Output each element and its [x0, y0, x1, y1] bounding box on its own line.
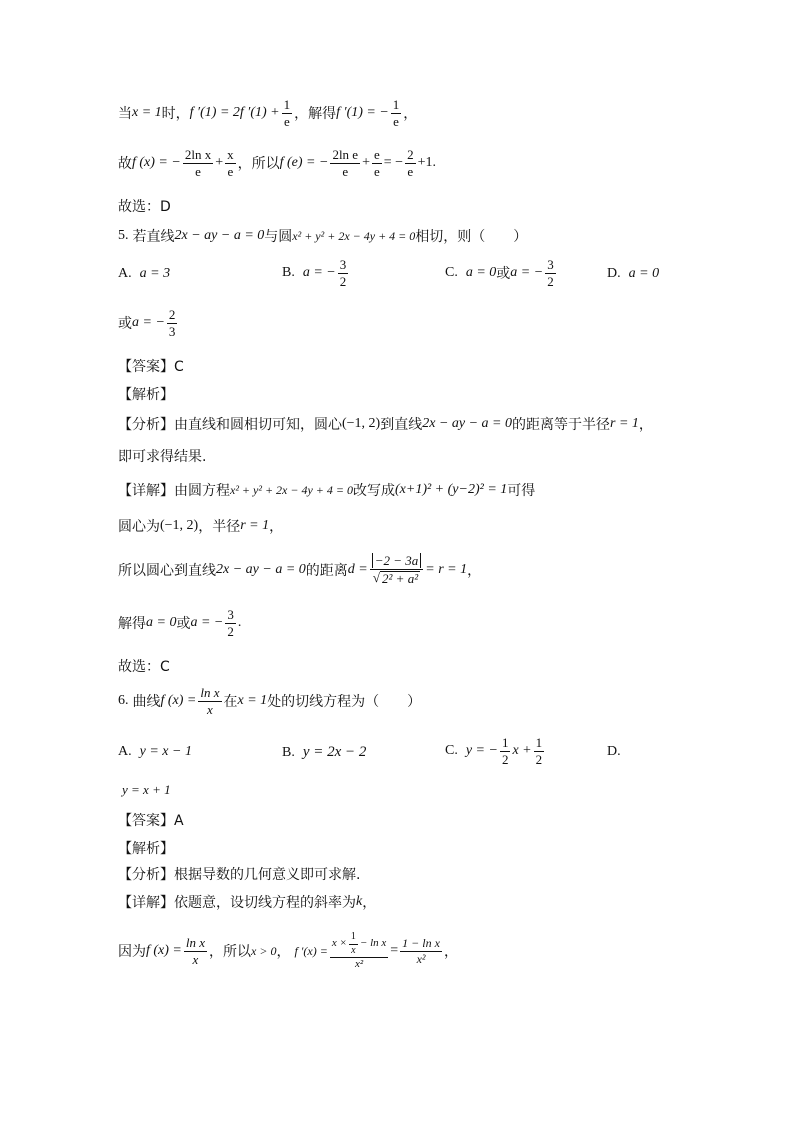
option-a[interactable]: A. a = 3 — [118, 266, 171, 281]
option-d[interactable]: D. a = 0 — [607, 266, 660, 281]
choice-line: 故选：D — [118, 199, 171, 215]
derivative-fraction: x × $\frac{1}{x}$ − ln x x² — [331, 931, 387, 970]
option-d-continuation: y = x + 1 — [122, 782, 171, 797]
option-b[interactable]: B. a = − $\frac{3}{2}$ — [282, 257, 347, 289]
detail-line-4: 解得 a = 0 或 a = − $\frac{3}{2}$ . — [118, 607, 242, 639]
option-a[interactable]: A. y = x − 1 — [118, 744, 192, 759]
fraction: $\frac{1}{e}$ — [283, 97, 291, 129]
fraction: $\frac{e}{e}$ — [373, 147, 380, 179]
analysis-line-2: 即可求得结果. — [118, 449, 207, 465]
derivative-line: 因为 f (x) = $\frac{\text{ln x}}{x}$ ，所以 x > 0 ， f ′(x) = x × $\frac{1}{x}$ − ln x x² = $\frac{\text{1 − ln x}}{\text{x²}}$ ， — [118, 931, 458, 970]
question-6: 6. 曲线 f (x) = $\frac{\text{ln x}}{x}$ 在 x = 1 处的切线方程为（ ） — [118, 685, 422, 717]
distance-fraction: −2 − 3a √ 2² + a² — [370, 554, 424, 585]
detail-line-2: 圆心为 (−1, 2) ，半径 r = 1 ， — [118, 518, 284, 535]
fraction: $\frac{2}{e}$ — [407, 147, 414, 179]
option-d[interactable]: D. — [607, 744, 621, 759]
answer-label: 【答案】C — [118, 359, 184, 375]
option-c[interactable]: C. y = − $\frac{1}{2}$ x + $\frac{1}{2}$ — [445, 735, 543, 767]
detail-line-1: 【详解】由圆方程 x² + y² + 2x − 4y + 4 = 0 改写成 (x+1)² + (y−2)² = 1 可得 — [118, 482, 536, 499]
fraction: $\frac{1}{e}$ — [392, 97, 400, 129]
analysis-line: 【分析】由直线和圆相切可知，圆心 (−1, 2) 到直线 2x − ay − a = 0 的距离等于半径 r = 1 ， — [118, 416, 653, 433]
fraction: $\frac{\text{2ln x}}{e}$ — [184, 147, 212, 179]
option-c[interactable]: C. a = 0 或 a = − $\frac{3}{2}$ — [445, 257, 554, 289]
detail-line-3: 所以圆心到直线 2x − ay − a = 0 的距离 d = −2 − 3a √ 2² + a² = r = 1 ， — [118, 553, 482, 586]
solution-line-1: 当 x = 1 时， f ′(1) = 2f ′(1) + $\frac{1}{e}$ ，解得 f ′(1) = − $\frac{1}{e}$ ， — [118, 97, 418, 129]
analysis-heading: 【解析】 — [118, 841, 174, 857]
option-b[interactable]: B. y = 2x − 2 — [282, 744, 367, 760]
analysis-line: 【分析】根据导数的几何意义即可求解. — [118, 867, 361, 883]
solution-line-2: 故 f (x) = − $\frac{\text{2ln x}}{e}$ + $\frac{x}{e}$ ，所以 f (e) = − $\frac{\text{2ln e}}{e}$ + $\frac{e}{e}$ = − $\frac{2}{e}$ +1. — [118, 147, 436, 179]
answer-label: 【答案】A — [118, 813, 184, 829]
fraction: $\frac{x}{e}$ — [227, 147, 234, 179]
question-5: 5. 若直线 2x − ay − a = 0 与圆 x² + y² + 2x − 4y + 4 = 0 相切，则（ ） — [118, 228, 528, 245]
option-d-continuation: 或 a = − $\frac{2}{3}$ — [118, 307, 176, 339]
fraction: $\frac{\text{2ln e}}{e}$ — [332, 147, 359, 179]
choice-line-2: 故选：C — [118, 659, 170, 675]
detail-line-1: 【详解】依题意，设切线方程的斜率为 k ， — [118, 894, 377, 911]
analysis-heading: 【解析】 — [118, 387, 174, 403]
